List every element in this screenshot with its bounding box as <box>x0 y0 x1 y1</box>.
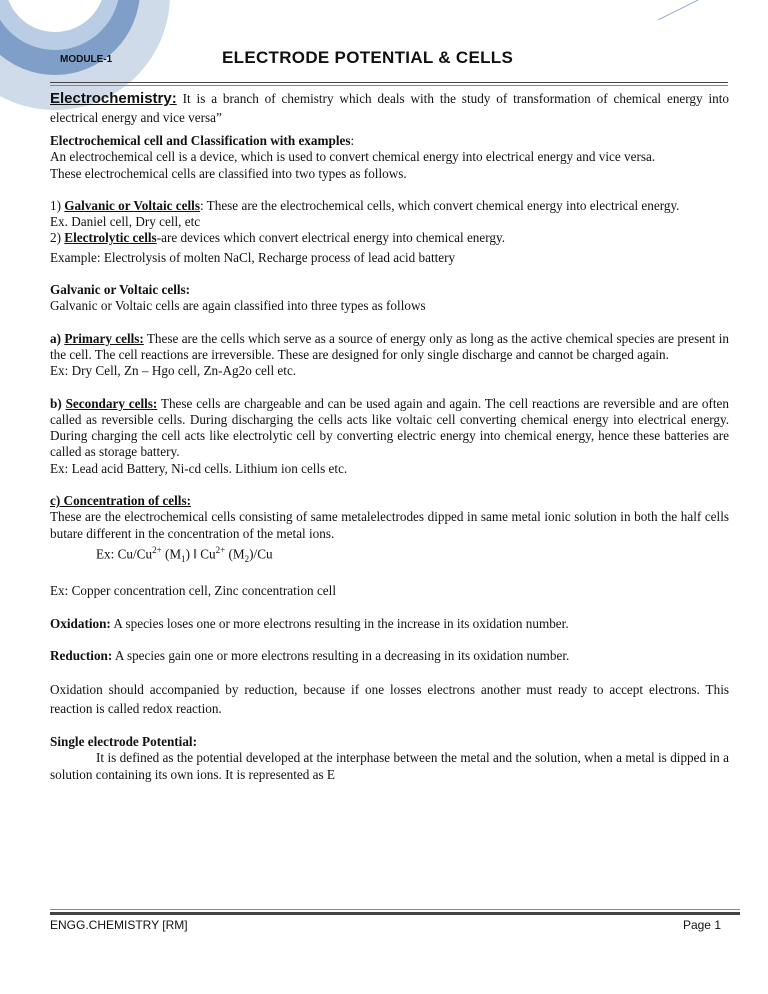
concentration-cell-notation: Ex: $Cu/Cu^{2+}$ $(M_1)$ ‖ $Cu^{2+}$ $(M_2)/Cu$ <box>96 544 273 564</box>
single-electrode-heading: Single electrode Potential: <box>50 734 197 750</box>
type-electrolytic: 2) Electrolytic cells-are devices which convert electrical energy into chemical energy. <box>50 230 506 246</box>
primary-cells-example: Ex: Dry Cell, Zn – Hgo cell, Zn-Ag2o cell etc. <box>50 363 297 379</box>
single-electrode-text: It is defined as the potential developed at the interphase between the metal and the solution, when a metal is dipped in a solution containing its own ions. It is represented as E <box>50 750 729 782</box>
classification-line: These electrochemical cells are classified into two types as follows. <box>50 165 407 181</box>
classification-heading: Electrochemical cell and Classification with examples: <box>50 133 355 148</box>
header-divider <box>50 82 728 83</box>
primary-cells-paragraph: a) Primary cells: These are the cells which serve as a source of energy only as long as the active chemical species are present in the cell. The cell reactions are irreversible. These are designed for only single discharge and cannot be charged again. <box>50 330 729 362</box>
footer-divider <box>50 912 740 915</box>
intro-term: Electrochemistry: <box>50 90 177 107</box>
footer-divider-thin <box>50 909 740 910</box>
concentration-text: These are the electrochemical cells consisting of same metalelectrodes dipped in same metal ionic solution in both the half cells butare different in the concentration of the metal ions. <box>50 509 729 541</box>
module-label: MODULE-1 <box>60 54 113 65</box>
header-divider-secondary <box>50 85 728 86</box>
oxidation-definition: Oxidation: A species loses one or more electrons resulting in the increase in its oxidation number. <box>50 615 569 631</box>
galvanic-heading: Galvanic or Voltaic cells: <box>50 282 191 298</box>
decor-diagonal-line <box>368 0 768 20</box>
secondary-cells-paragraph: b) Secondary cells: These cells are chargeable and can be used again and again. The cell reactions are reversible and are often called as reversible cells. During discharging the cells acts like voltaic cell converting chemical energy into electrical energy. During charging the cell acts like electrolytic cell by converting electric energy into chemical energy, hence these batteries are called as storage battery. <box>50 395 730 460</box>
footer-course-label: ENGG.CHEMISTRY [RM] <box>50 918 188 932</box>
page-number: Page 1 <box>682 918 721 932</box>
galvanic-text: Galvanic or Voltaic cells are again classified into three types as follows <box>50 298 426 314</box>
intro-paragraph <box>50 89 729 127</box>
page-title: ELECTRODE POTENTIAL & CELLS <box>222 48 514 67</box>
secondary-cells-example: Ex: Lead acid Battery, Ni-cd cells. Lithium ion cells etc. <box>50 460 348 476</box>
intro-text: It is a branch of chemistry which deals with the study of transformation of chemical energy into electrical energy and vice versa” <box>50 91 729 125</box>
classification-line: An electrochemical cell is a device, which is used to convert chemical energy into electrical energy and vice versa. <box>50 149 656 165</box>
document-body <box>50 89 729 783</box>
reduction-definition: Reduction: A species gain one or more electrons resulting in a decreasing in its oxidation number. <box>50 647 570 663</box>
type-electrolytic-example: Example: Electrolysis of molten NaCl, Recharge process of lead acid battery <box>50 249 456 265</box>
concentration-example: Ex: Copper concentration cell, Zinc concentration cell <box>50 583 336 599</box>
type-galvanic-example: Ex. Daniel cell, Dry cell, etc <box>50 214 201 230</box>
redox-paragraph: Oxidation should accompanied by reduction, because if one losses electrons another must ready to accept electrons. This reaction is called redox reaction. <box>50 682 729 717</box>
concentration-heading: c) Concentration of cells: <box>50 493 191 509</box>
type-galvanic: 1) Galvanic or Voltaic cells: These are the electrochemical cells, which convert chemical energy into electrical energy. <box>50 197 680 213</box>
